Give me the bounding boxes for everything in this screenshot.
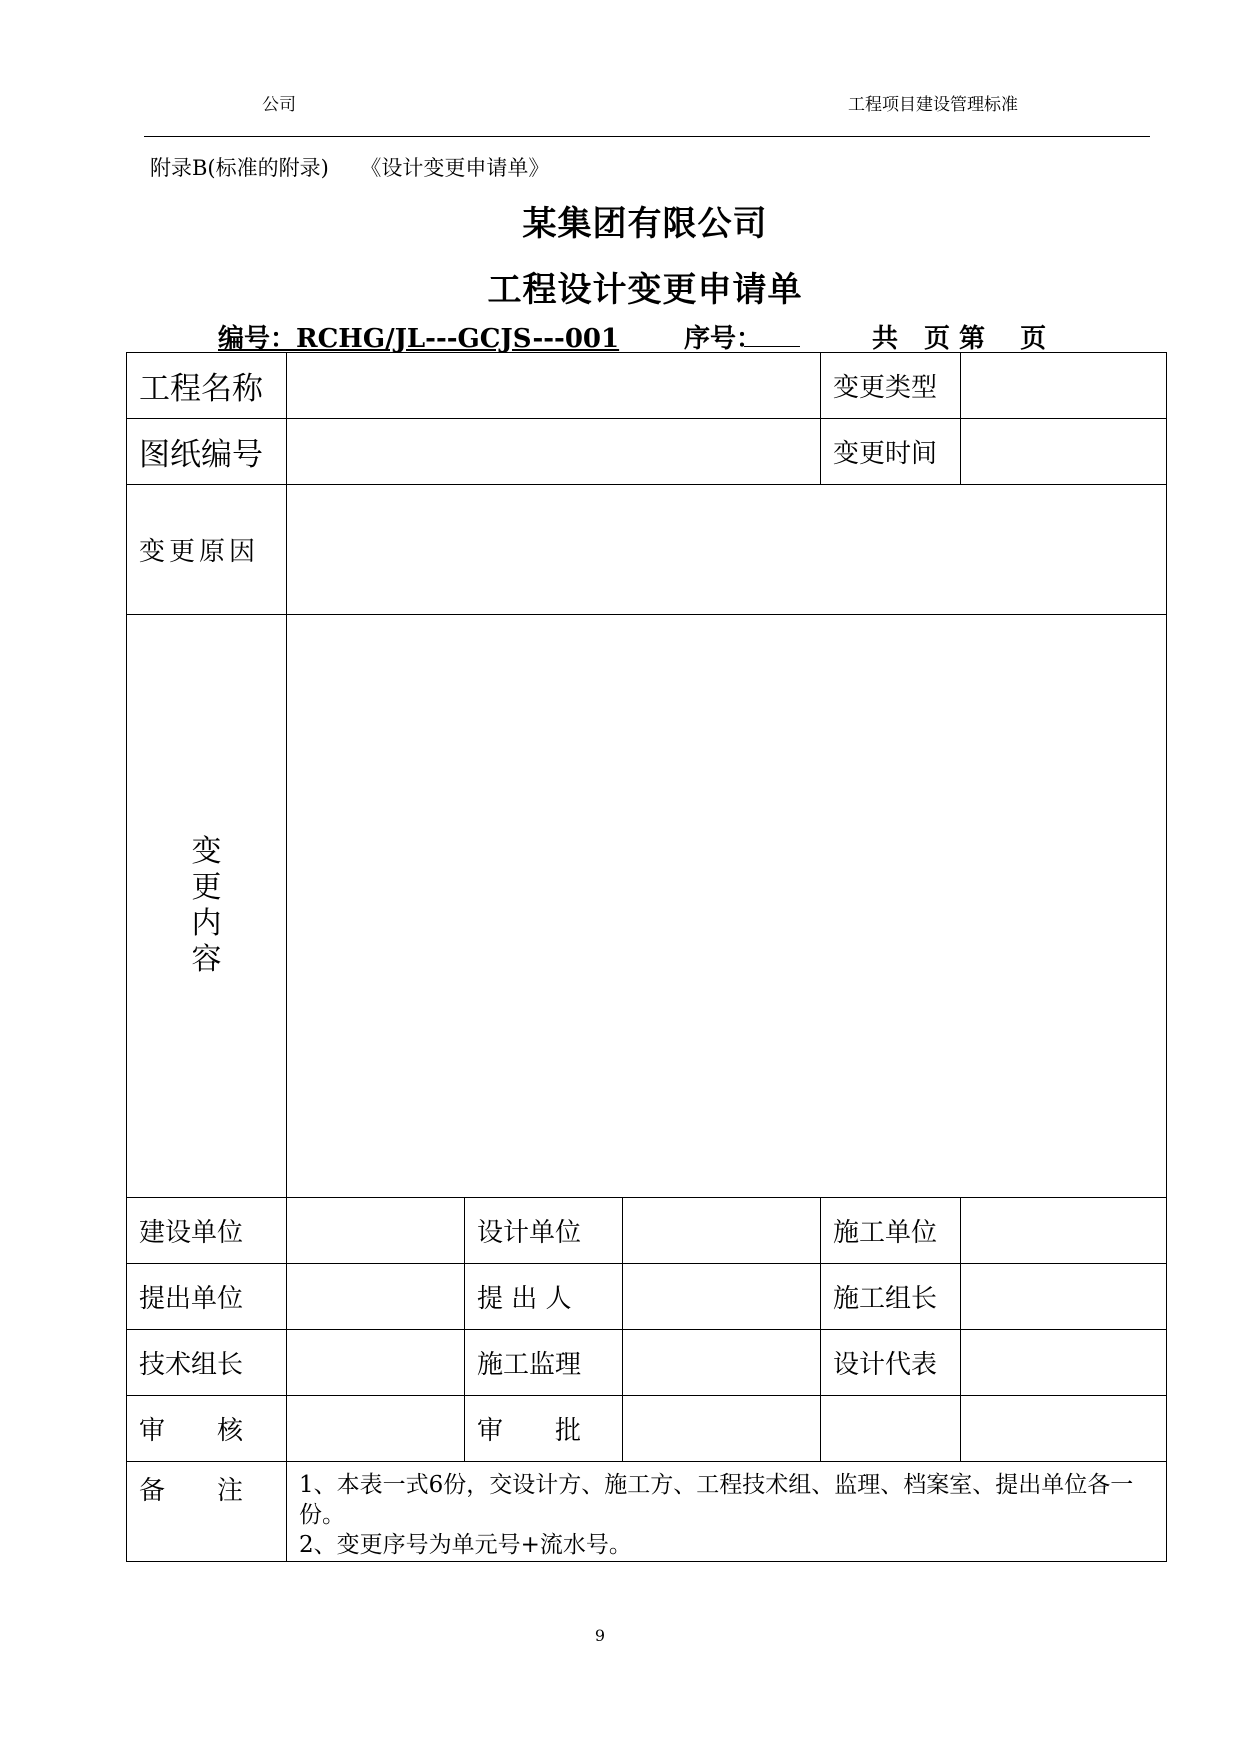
project-name-label: 工程名称 — [127, 353, 287, 419]
change-reason-label: 变更原因 — [127, 485, 287, 615]
change-time-field[interactable] — [961, 419, 1167, 485]
construction-unit-field[interactable] — [287, 1198, 465, 1264]
form-title: 工程设计变更申请单 — [487, 270, 803, 310]
proposing-unit-label: 提出单位 — [127, 1264, 287, 1330]
change-type-field[interactable] — [961, 353, 1167, 419]
technical-leader-label: 技术组长 — [127, 1330, 287, 1396]
design-unit-field[interactable] — [623, 1198, 821, 1264]
approval-field[interactable] — [623, 1396, 821, 1462]
empty-label-cell — [821, 1396, 961, 1462]
supervisor-field[interactable] — [623, 1330, 821, 1396]
page-number: 9 — [594, 1626, 606, 1645]
builder-unit-label: 施工单位 — [821, 1198, 961, 1264]
change-content-label — [127, 615, 287, 1198]
header-standard-title: 工程项目建设管理标准 — [848, 95, 1018, 115]
drawing-no-field[interactable] — [287, 419, 821, 485]
note-2: 2、变更序号为单元号+流水号。 — [299, 1532, 632, 1558]
review-field[interactable] — [287, 1396, 465, 1462]
proposing-unit-field[interactable] — [287, 1264, 465, 1330]
appendix-label: 附录B(标准的附录) 《设计变更申请单》 — [150, 156, 550, 180]
construction-unit-label: 建设单位 — [127, 1198, 287, 1264]
change-content-field[interactable] — [287, 615, 1167, 1198]
change-content-label-text: 变更内容 — [191, 834, 222, 977]
review-label: 审 核 — [127, 1396, 287, 1462]
notes-content — [287, 1462, 1167, 1562]
supervisor-label: 施工监理 — [465, 1330, 623, 1396]
proposer-label: 提 出 人 — [465, 1264, 623, 1330]
change-type-label: 变更类型 — [821, 353, 961, 419]
builder-unit-field[interactable] — [961, 1198, 1167, 1264]
change-reason-field[interactable] — [287, 485, 1167, 615]
sequence-label: 序号： — [684, 324, 763, 354]
design-unit-label: 设计单位 — [465, 1198, 623, 1264]
change-time-label: 变更时间 — [821, 419, 961, 485]
drawing-no-label: 图纸编号 — [127, 419, 287, 485]
approval-label: 审 批 — [465, 1396, 623, 1462]
sequence-blank-line — [744, 346, 800, 347]
construction-leader-label: 施工组长 — [821, 1264, 961, 1330]
company-title: 某集团有限公司 — [522, 204, 768, 244]
form-code: 编号：RCHG/JL---GCJS---001 — [218, 324, 620, 354]
change-request-form — [126, 352, 1167, 1562]
header-company: 公司 — [262, 95, 296, 115]
header-rule — [144, 136, 1150, 137]
project-name-field[interactable] — [287, 353, 821, 419]
note-1: 1、本表一式6份，交设计方、施工方、工程技术组、监理、档案室、提出单位各一份。 — [299, 1472, 1134, 1528]
design-rep-label: 设计代表 — [821, 1330, 961, 1396]
construction-leader-field[interactable] — [961, 1264, 1167, 1330]
page-info: 共 页 第 页 — [872, 324, 1047, 354]
empty-field-cell[interactable] — [961, 1396, 1167, 1462]
design-rep-field[interactable] — [961, 1330, 1167, 1396]
notes-label: 备 注 — [127, 1462, 287, 1562]
technical-leader-field[interactable] — [287, 1330, 465, 1396]
proposer-field[interactable] — [623, 1264, 821, 1330]
